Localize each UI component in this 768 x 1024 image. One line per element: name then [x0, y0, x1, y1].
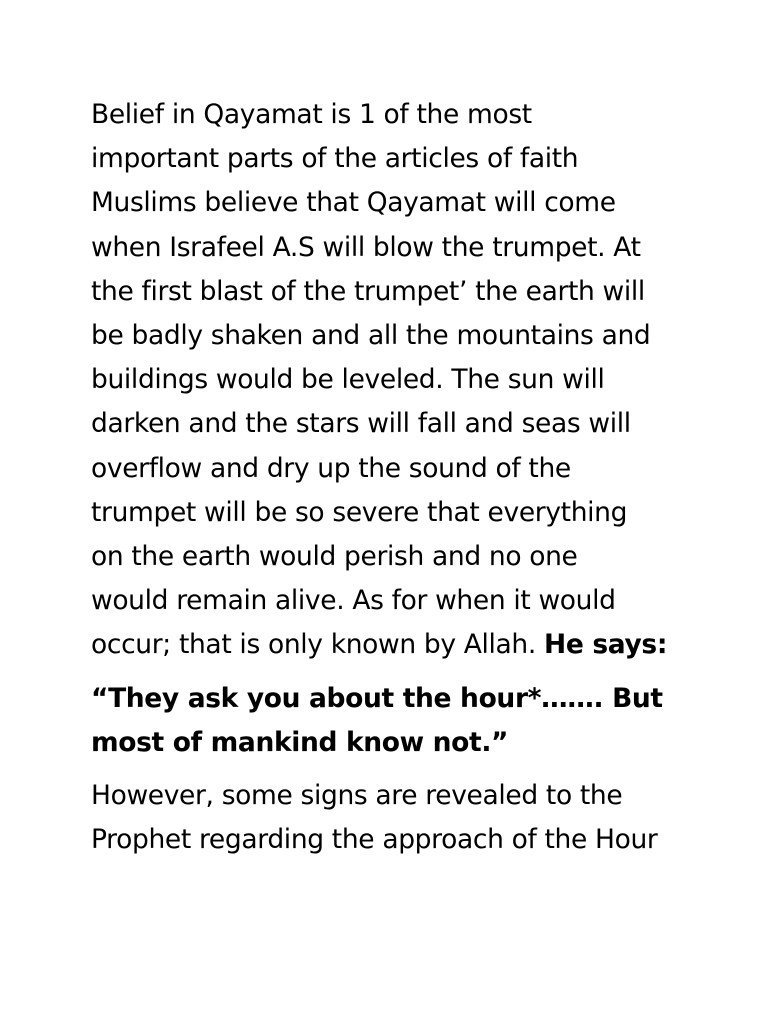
document-body: [91, 93, 691, 862]
paragraph-signs: [91, 774, 691, 862]
text-line: on the earth would perish and no one: [91, 541, 578, 573]
text-line: “They ask you about the hour*……. But: [91, 682, 663, 714]
text-line: would remain alive. As for when it would: [91, 585, 616, 617]
text-line: buildings would be leveled. The sun will: [91, 364, 605, 396]
text-line: the first blast of the trumpet’ the earth will: [91, 275, 645, 307]
text-line: Prophet regarding the approach of the Hour: [91, 824, 658, 856]
text-run-plain: occur; that is only known by Allah.: [91, 629, 545, 661]
paragraph-quotation: [91, 677, 691, 765]
text-line: darken and the stars will fall and seas will: [91, 408, 631, 440]
text-line: most of mankind know not.”: [91, 726, 509, 758]
text-line: Muslims believe that Qayamat will come: [91, 187, 616, 219]
text-line-mixed: [91, 623, 691, 667]
text-line: important parts of the articles of faith: [91, 143, 579, 175]
text-line: overflow and dry up the sound of the: [91, 452, 571, 484]
text-line: However, some signs are revealed to the: [91, 780, 623, 812]
text-line: Belief in Qayamat is 1 of the most: [91, 99, 532, 130]
text-run-bold: He says:: [544, 629, 668, 661]
paragraph-qayamat-belief: [91, 93, 691, 668]
text-line: when Israfeel A.S will blow the trumpet. At: [91, 231, 641, 263]
text-line: trumpet will be so severe that everything: [91, 496, 628, 528]
text-line: be badly shaken and all the mountains and: [91, 320, 651, 352]
